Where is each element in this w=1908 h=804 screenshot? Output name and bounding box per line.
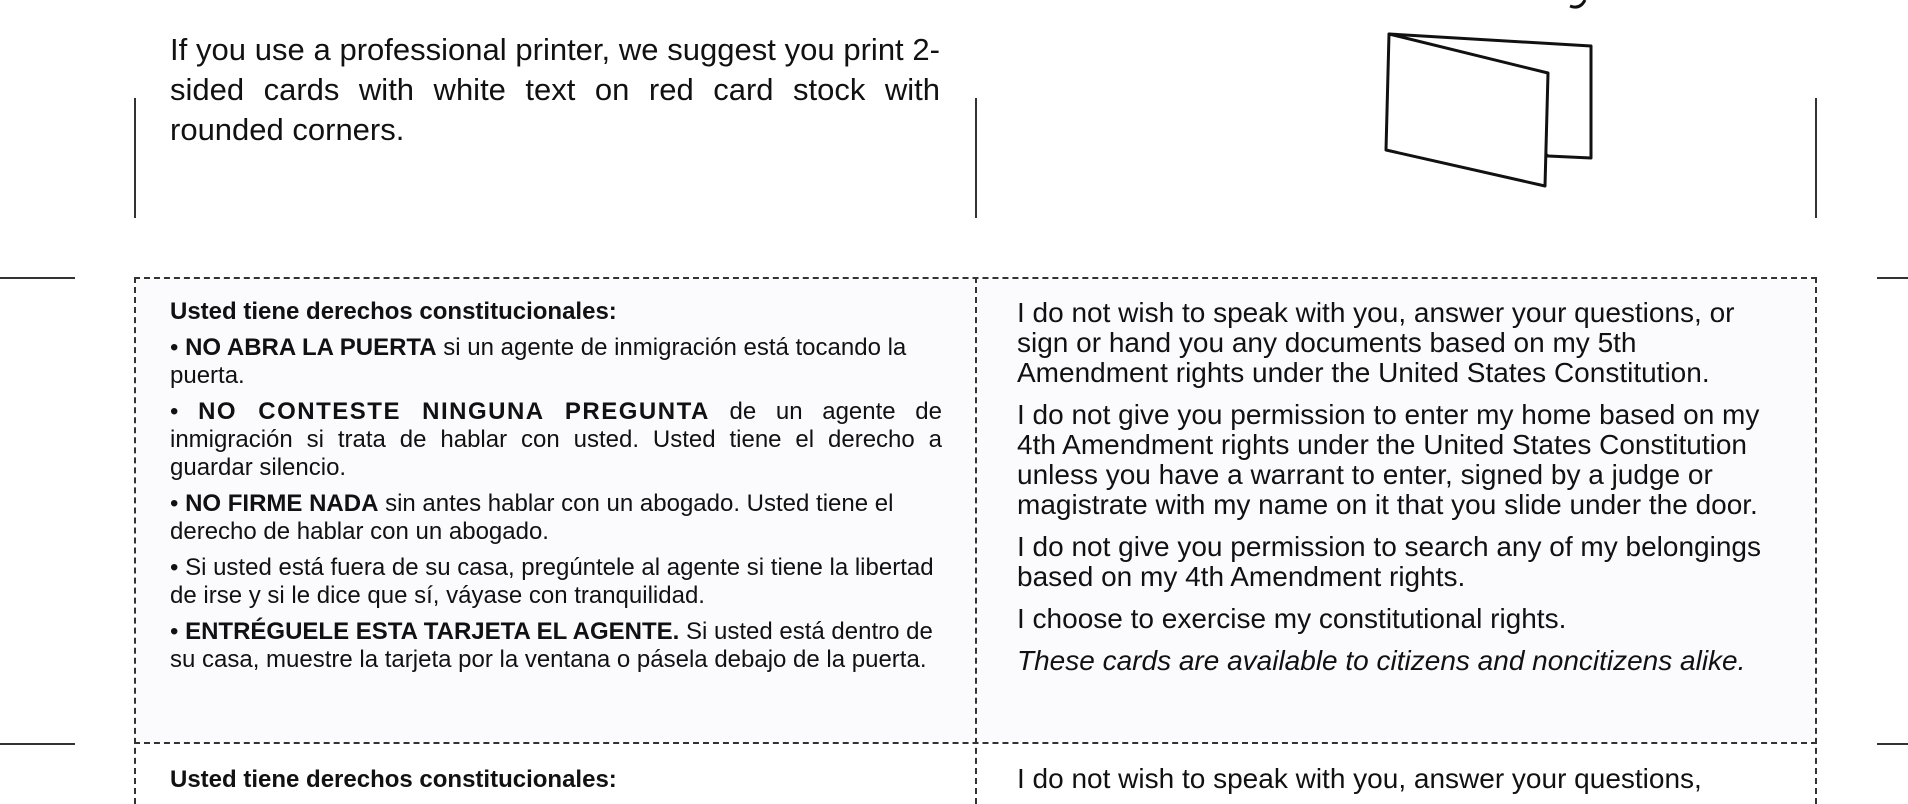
english-rights-card-2 [1017,764,1787,804]
spanish-card-heading: Usted tiene derechos constitucionales: [170,298,617,325]
english-paragraph-exercise-rights: I choose to exercise my constitutional rights. [1017,603,1567,634]
spanish-card-heading: Usted tiene derechos constitucionales: [170,766,617,793]
bullet: • [170,490,179,517]
english-rights-card [1017,298,1787,688]
spanish-item-text: Si usted está fuera de su casa, pregúntele al agente si tiene la libertad de irse y si le dice que sí, váyase con tranquilidad. [170,554,934,609]
folded-card-icon [1375,0,1605,200]
english-paragraph-enter-home: I do not give you permission to enter my home based on my 4th Amendment rights under the United States Constitution unless you have a warrant to enter, signed by a judge or magistrate with my name on it that you slide under the door. [1017,399,1760,520]
spanish-rights-card-2 [170,766,942,802]
crop-mark-left-top [0,277,75,279]
crop-mark-right-bottom [1877,743,1908,745]
cut-line-center [975,277,977,804]
spanish-item-bold: NO CONTESTE NINGUNA PREGUNTA [198,398,710,425]
spanish-item-no-conteste [170,398,942,482]
english-paragraph-5th-amendment: I do not wish to speak with you, answer your questions, [1017,763,1702,794]
spanish-item-entreguele [170,618,942,674]
bullet: • [170,618,179,645]
spanish-item-bold: ENTRÉGUELE ESTA TARJETA EL AGENTE. [185,618,680,645]
cut-line-right [1815,277,1817,804]
bullet: • [170,554,179,581]
english-note: These cards are available to citizens and noncitizens alike. [1017,645,1746,676]
spanish-item-text: Si usted está dentro de su casa, muestre la tarjeta por la ventana o pásela debajo de la puerta. [170,618,933,673]
spanish-item-bold: NO FIRME NADA [185,490,379,517]
crop-mark-left-bottom [0,743,75,745]
spanish-item-no-firme [170,490,942,546]
spanish-item-text: de un agente de inmigración si trata de hablar con usted. Usted tiene el derecho a guardar silencio. [170,398,942,481]
spanish-item-no-abra [170,334,942,390]
bullet: • [170,334,179,361]
guide-line-center [975,98,977,218]
crop-mark-right-top [1877,277,1908,279]
spanish-item-fuera-de-casa [170,554,942,610]
spanish-rights-card [170,298,942,682]
guide-line-left [134,98,136,218]
bullet: • [170,398,179,425]
spanish-item-text: sin antes hablar con un abogado. Usted tiene el derecho de hablar con un abogado. [170,490,894,545]
english-paragraph-search: I do not give you permission to search any of my belongings based on my 4th Amendment rights. [1017,531,1761,592]
spanish-item-bold: NO ABRA LA PUERTA [185,334,437,361]
cut-line-left [134,277,136,804]
english-paragraph-5th-amendment: I do not wish to speak with you, answer your questions, or sign or hand you any documents based on my 5th Amendment rights under the United States Constitution. [1017,297,1735,388]
print-instructions: If you use a professional printer, we suggest you print 2-sided cards with white text on red card stock with rounded corners. [170,32,940,147]
spanish-item-text: si un agente de inmigración está tocando la puerta. [170,334,907,389]
guide-line-right [1815,98,1817,218]
